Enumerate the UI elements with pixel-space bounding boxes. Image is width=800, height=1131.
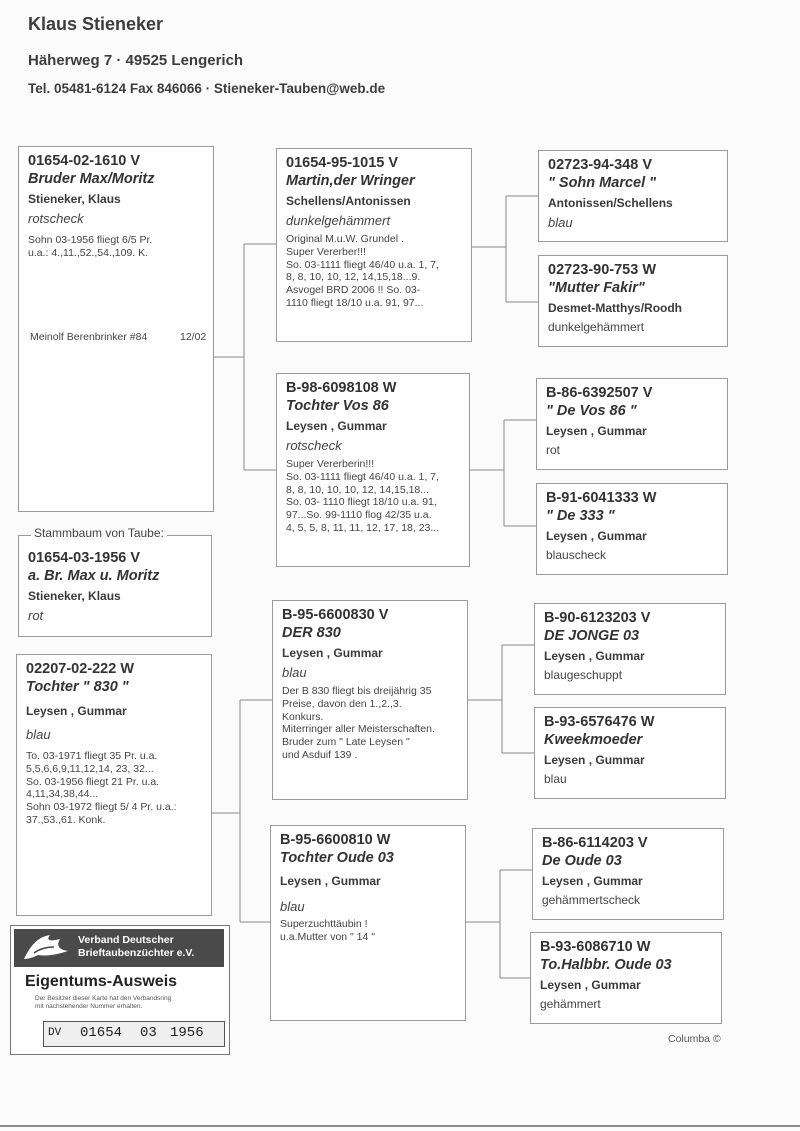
ring-number: 02723-90-753 W bbox=[548, 262, 657, 278]
breeder: Desmet-Matthys/Roodh bbox=[548, 300, 683, 315]
breeder: Leysen , Gummar bbox=[282, 645, 383, 660]
ring-number: B-86-6114203 V bbox=[542, 835, 648, 851]
ring-number: B-95-6600830 V bbox=[282, 607, 389, 623]
sire2-box bbox=[272, 600, 468, 800]
ring-number: B-91-6041333 W bbox=[546, 490, 657, 506]
pigeon-name: " De Vos 86 " bbox=[546, 403, 637, 420]
plumage-color: blau bbox=[280, 898, 305, 914]
card-prefix: DV bbox=[48, 1027, 62, 1039]
grandparent-box bbox=[538, 150, 728, 242]
grandparent-box bbox=[534, 707, 726, 799]
breeder: Leysen , Gummar bbox=[546, 423, 647, 438]
pigeon-name: Tochter Oude 03 bbox=[280, 850, 394, 867]
dam-box bbox=[276, 373, 470, 567]
plumage-color: blau bbox=[544, 771, 567, 786]
breeder: Leysen , Gummar bbox=[540, 977, 641, 992]
breeder-contact: Tel. 05481-6124 Fax 846066 · Stieneker-Tauben@web.de bbox=[28, 81, 386, 96]
performance-notes: Super Vererberin!!! So. 03-1111 fliegt 46/40 u.a. 1, 7, 8, 8, 10, 10, 10, 12, 14,15,18... So. 03- 1110 fliegt 18/10 u.a. 91, 97...So. 99-1110 flog 42/35 u.a. 4, 5, 5, 8, 11, 11, 12, 17, 18, 23... bbox=[286, 458, 440, 535]
plumage-color: blau bbox=[548, 214, 573, 230]
pigeon-name: " De 333 " bbox=[546, 508, 615, 525]
breeder-address: Häherweg 7 · 49525 Lengerich bbox=[28, 52, 244, 69]
card-org-line1: Verband Deutscher bbox=[78, 934, 174, 946]
pigeon-name: To.Halbbr. Oude 03 bbox=[540, 957, 672, 974]
pigeon-name: DER 830 bbox=[282, 625, 341, 642]
grandparent-box bbox=[536, 483, 728, 575]
card-club: 01654 bbox=[80, 1025, 123, 1041]
pigeon-logo-icon bbox=[20, 929, 74, 967]
breeder-name: Klaus Stieneker bbox=[28, 14, 164, 34]
ring-number: B-98-6098108 W bbox=[286, 380, 397, 396]
card-title: Eigentums-Ausweis bbox=[25, 973, 178, 990]
plumage-color: blaugeschuppt bbox=[544, 667, 623, 682]
performance-notes: Sohn 03-1956 fliegt 6/5 Pr. u.a.: 4.,11.,52.,54.,109. K. bbox=[28, 234, 153, 259]
card-number: 1956 bbox=[170, 1025, 204, 1041]
ring-number: B-93-6086710 W bbox=[540, 939, 651, 955]
ownership-id-card bbox=[10, 925, 230, 1055]
grandparent-box bbox=[538, 255, 728, 347]
ring-number: 01654-02-1610 V bbox=[28, 153, 141, 169]
pigeon-name: a. Br. Max u. Moritz bbox=[28, 568, 160, 585]
card-year: 03 bbox=[140, 1025, 157, 1041]
pigeon-name: Kweekmoeder bbox=[544, 732, 643, 749]
breeder: Stieneker, Klaus bbox=[28, 588, 121, 603]
plumage-color: rot bbox=[546, 442, 561, 457]
performance-notes: Superzuchttäubin ! u.a.Mutter von " 14 " bbox=[280, 918, 376, 943]
plumage-color: rotscheck bbox=[286, 437, 342, 453]
subject-footer-right: 12/02 bbox=[180, 331, 207, 343]
ring-number: 02207-02-222 W bbox=[26, 661, 135, 677]
performance-notes: To. 03-1971 fliegt 35 Pr. u.a. 5,5,6,6,9,11,12,14, 23, 32... So. 03-1956 fliegt 21 Pr. u.a. 4,11,34,38,44... Sohn 03-1972 fliegt 5/ 4 Pr. u.a.: 37.,53.,61. Konk. bbox=[26, 750, 177, 827]
sibling-box bbox=[18, 535, 212, 637]
pigeon-name: De Oude 03 bbox=[542, 853, 622, 870]
performance-notes: Original M.u.W. Grundel . Super Vererber!!! So. 03-1111 fliegt 46/40 u.a. 1, 7, 8, 8, 10, 10, 12, 14,15,18...9. Asvogel BRD 2006 !! So. 03- 1110 fliegt 18/10 u.a. 91, 97... bbox=[286, 233, 439, 310]
stammbaum-label: Stammbaum von Taube: bbox=[31, 526, 167, 540]
software-credit: Columba © bbox=[668, 1033, 721, 1045]
pigeon-name: Bruder Max/Moritz bbox=[28, 171, 155, 188]
grandparent-box bbox=[530, 932, 722, 1024]
card-subtext: Der Besitzer dieser Karte hat den Verbandsring mit nachstehender Nummer erhalten. bbox=[35, 995, 172, 1010]
plumage-color: blau bbox=[282, 664, 307, 680]
pigeon-name: "Mutter Fakir" bbox=[548, 280, 645, 297]
dam-side-box bbox=[16, 654, 212, 916]
grandparent-box bbox=[536, 378, 728, 470]
ring-number: B-86-6392507 V bbox=[546, 385, 653, 401]
plumage-color: gehämmertscheck bbox=[542, 892, 641, 907]
ring-number: B-93-6576476 W bbox=[544, 714, 655, 730]
plumage-color: rotscheck bbox=[28, 210, 84, 226]
plumage-color: blau bbox=[26, 726, 51, 742]
breeder: Leysen , Gummar bbox=[280, 873, 381, 888]
pigeon-name: DE JONGE 03 bbox=[544, 628, 640, 645]
sire-box bbox=[276, 148, 472, 342]
card-header bbox=[14, 929, 224, 967]
breeder: Leysen , Gummar bbox=[544, 752, 645, 767]
pigeon-name: Martin,der Wringer bbox=[286, 173, 415, 190]
breeder: Leysen , Gummar bbox=[546, 528, 647, 543]
pigeon-name: Tochter " 830 " bbox=[26, 679, 129, 696]
grandparent-box bbox=[534, 603, 726, 695]
plumage-color: dunkelgehämmert bbox=[548, 319, 645, 334]
breeder: Leysen , Gummar bbox=[26, 703, 127, 718]
breeder: Antonissen/Schellens bbox=[548, 195, 673, 210]
subject-pigeon-box bbox=[18, 146, 214, 512]
grandparent-box bbox=[532, 828, 724, 920]
pigeon-name: " Sohn Marcel " bbox=[548, 175, 657, 192]
ring-number: B-95-6600810 W bbox=[280, 832, 391, 848]
subject-footer-left: Meinolf Berenbrinker #84 bbox=[30, 331, 148, 343]
breeder: Leysen , Gummar bbox=[542, 873, 643, 888]
ring-number: 02723-94-348 V bbox=[548, 157, 652, 173]
plumage-color: blauscheck bbox=[546, 547, 607, 562]
plumage-color: rot bbox=[28, 607, 44, 623]
ring-number: 01654-03-1956 V bbox=[28, 550, 141, 566]
breeder: Leysen , Gummar bbox=[286, 418, 387, 433]
card-ring-number bbox=[43, 1021, 225, 1047]
breeder: Leysen , Gummar bbox=[544, 648, 645, 663]
dam2-box bbox=[270, 825, 466, 1021]
plumage-color: gehämmert bbox=[540, 996, 601, 1011]
performance-notes: Der B 830 fliegt bis dreijährig 35 Preise, davon den 1.,2.,3. Konkurs. Miterringer aller Meisterschaften. Bruder zum " Late Leysen " und Asduif 139 . bbox=[282, 685, 435, 762]
plumage-color: dunkelgehämmert bbox=[286, 212, 391, 228]
pigeon-name: Tochter Vos 86 bbox=[286, 398, 389, 415]
ring-number: 01654-95-1015 V bbox=[286, 155, 399, 171]
ring-number: B-90-6123203 V bbox=[544, 610, 651, 626]
card-org-line2: Brieftaubenzüchter e.V. bbox=[78, 947, 195, 960]
breeder: Schellens/Antonissen bbox=[286, 193, 411, 208]
breeder: Stieneker, Klaus bbox=[28, 191, 121, 206]
